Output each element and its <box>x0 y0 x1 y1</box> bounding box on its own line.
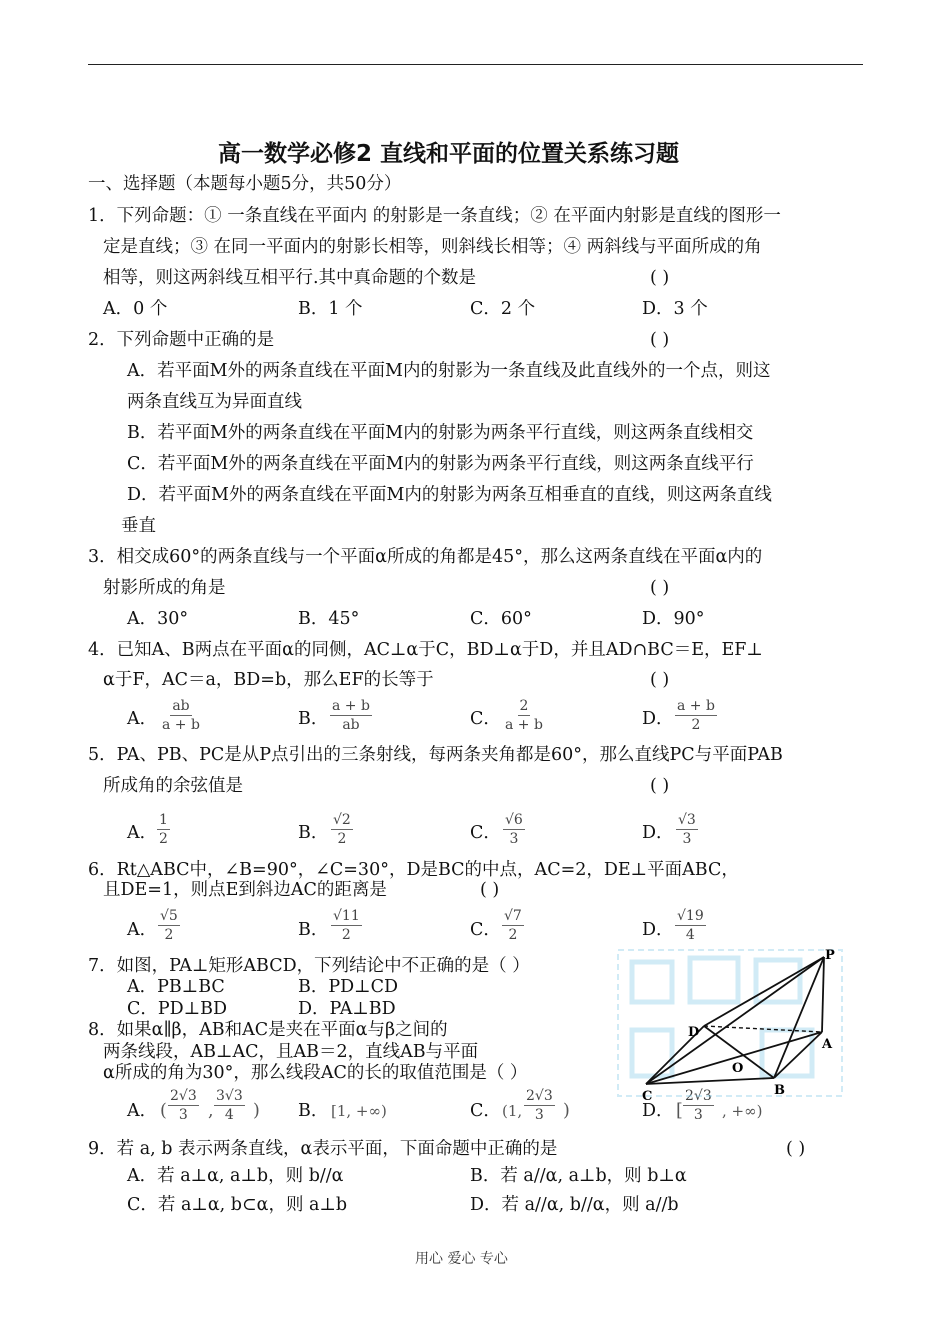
q9-answer-paren: ( ) <box>786 1139 806 1159</box>
q6-option-b-label: B． <box>298 920 329 940</box>
q8-option-b-interval: [1, +∞) <box>331 1102 387 1120</box>
q6-option-a-label: A． <box>127 920 158 940</box>
q1-option-b: B．1 个 <box>298 299 363 319</box>
q7-option-a: A．PB⊥BC <box>127 977 225 997</box>
q7-line1: 7．如图，PA⊥矩形ABCD，下列结论中不正确的是（ ） <box>88 956 530 976</box>
point-a-label: A <box>822 1037 833 1052</box>
q8-option-a-comma: , <box>208 1101 214 1121</box>
q4-option-c-fraction: $\frac{2}{a + b}$ <box>505 698 543 733</box>
q6-line2: 且DE=1，则点E到斜边AC的距离是 <box>103 880 387 900</box>
q6-option-d-label: D． <box>642 920 674 940</box>
q1-line2: 定是直线；③ 在同一平面内的射影长相等，则斜线长相等；④ 两斜线与平面所成的角 <box>103 237 762 257</box>
q3-option-b: B．45° <box>298 609 360 629</box>
q3-line1: 3．相交成60°的两条直线与一个平面α所成的角都是45°，那么这两条直线在平面α内的 <box>88 547 763 567</box>
q8-option-d-fraction: $\frac{2√3}{3}$ <box>685 1088 712 1123</box>
q5-option-b-label: B． <box>298 823 329 843</box>
q6-option-d-fraction: $\frac{√19}{4}$ <box>677 908 704 943</box>
q6-line1: 6．Rt△ABC中，∠B=90°，∠C=30°，D是BC的中点，AC=2，DE⊥平面ABC， <box>88 860 739 880</box>
q5-option-a-label: A． <box>127 823 158 843</box>
q8-option-d-label: D． <box>642 1101 674 1121</box>
q7-option-d: D．PA⊥BD <box>298 999 396 1019</box>
q4-option-c-label: C． <box>470 709 501 729</box>
point-c-label: C <box>642 1089 653 1104</box>
q8-option-d-open: [ <box>676 1101 683 1121</box>
q8-option-c-close: ) <box>563 1101 570 1121</box>
q9-line1: 9．若 a, b 表示两条直线，α表示平面，下面命题中正确的是 <box>88 1139 558 1159</box>
q1-line1: 1．下列命题：① 一条直线在平面内 的射影是一条直线；② 在平面内射影是直线的图形一 <box>88 206 781 226</box>
q9-option-a: A．若 a⊥α, a⊥b，则 b//α <box>127 1166 344 1186</box>
q5-line1: 5．PA、PB、PC是从P点引出的三条射线，每两条夹角都是60°，那么直线PC与平面PAB <box>88 745 783 765</box>
q8-option-d-close: , +∞) <box>722 1102 763 1120</box>
q3-option-d: D．90° <box>642 609 705 629</box>
q4-answer-paren: ( ) <box>650 670 670 690</box>
q2-option-d-line2: 垂直 <box>121 516 156 536</box>
q4-option-b-label: B． <box>298 709 329 729</box>
q8-option-c-fraction: $\frac{2√3}{3}$ <box>526 1088 553 1123</box>
q8-option-a-fraction-1: $\frac{2√3}{3}$ <box>170 1088 197 1123</box>
q6-answer-paren: ( ) <box>480 880 500 900</box>
q5-option-c-label: C． <box>470 823 501 843</box>
q5-option-b-fraction: $\frac{√2}{2}$ <box>333 812 351 847</box>
point-o-label: O <box>732 1061 744 1076</box>
page-title: 高一数学必修2 直线和平面的位置关系练习题 <box>218 141 680 167</box>
q9-option-b: B．若 a//α, a⊥b，则 b⊥α <box>470 1166 687 1186</box>
section-heading: 一、选择题（本题每小题5分，共50分） <box>88 174 402 194</box>
q9-option-d: D．若 a//α, b//α，则 a//b <box>470 1195 679 1215</box>
q8-line3: α所成的角为30°，那么线段AC的长的取值范围是（ ） <box>103 1063 528 1083</box>
point-d-label: D <box>688 1025 700 1040</box>
q2-line1: 2．下列命题中正确的是 <box>88 330 275 350</box>
q8-option-a-close: ) <box>253 1101 260 1121</box>
point-p-label: P <box>825 948 835 963</box>
q6-option-c-fraction: $\frac{√7}{2}$ <box>504 908 522 943</box>
q8-option-b-label: B． <box>298 1101 329 1121</box>
pyramid-figure <box>612 944 848 1104</box>
q4-line1: 4．已知A、B两点在平面α的同侧，AC⊥α于C，BD⊥α于D，并且AD∩BC＝E，EF⊥ <box>88 640 763 660</box>
q5-option-d-label: D． <box>642 823 674 843</box>
q8-line1: 8．如果α∥β，AB和AC是夹在平面α与β之间的 <box>88 1020 448 1040</box>
q2-answer-paren: ( ) <box>650 330 670 350</box>
q3-option-c: C．60° <box>470 609 532 629</box>
point-b-label: B <box>774 1083 785 1098</box>
q9-option-c: C．若 a⊥α, b⊂α，则 a⊥b <box>127 1195 348 1215</box>
q5-option-d-fraction: $\frac{√3}{3}$ <box>678 812 696 847</box>
q6-option-c-label: C． <box>470 920 501 940</box>
q5-line2: 所成角的余弦值是 <box>103 776 243 796</box>
page-footer: 用心 爱心 专心 <box>415 1251 508 1267</box>
q5-option-a-fraction: $\frac{1}{2}$ <box>159 812 168 847</box>
q2-option-a-line1: A．若平面M外的两条直线在平面M内的射影为一条直线及此直线外的一个点，则这 <box>127 361 771 381</box>
q2-option-b: B．若平面M外的两条直线在平面M内的射影为两条平行直线，则这两条直线相交 <box>127 423 754 443</box>
q8-line2: 两条线段，AB⊥AC，且AB＝2，直线AB与平面 <box>103 1042 479 1062</box>
q3-line2: 射影所成的角是 <box>103 578 226 598</box>
q2-option-a-line2: 两条直线互为异面直线 <box>127 392 302 412</box>
q7-option-b: B．PD⊥CD <box>298 977 399 997</box>
q1-line3: 相等，则这两斜线互相平行.其中真命题的个数是 <box>103 268 477 288</box>
q4-option-a-fraction: $\frac{ab}{a + b}$ <box>162 698 200 733</box>
q6-option-a-fraction: $\frac{√5}{2}$ <box>160 908 178 943</box>
q8-option-a-fraction-2: $\frac{3√3}{4}$ <box>216 1088 243 1123</box>
q8-option-a-open: ( <box>160 1101 167 1121</box>
q4-option-b-fraction: $\frac{a + b}{ab}$ <box>332 698 370 733</box>
q4-line2: α于F，AC＝a，BD=b，那么EF的长等于 <box>103 670 434 690</box>
q8-option-c-label: C． <box>470 1101 501 1121</box>
q5-option-c-fraction: $\frac{√6}{3}$ <box>505 812 523 847</box>
q2-option-c: C．若平面M外的两条直线在平面M内的射影为两条平行直线，则这两条直线平行 <box>127 454 754 474</box>
q5-answer-paren: ( ) <box>650 776 670 796</box>
q1-option-a: A．0 个 <box>103 299 168 319</box>
q1-answer-paren: ( ) <box>650 268 670 288</box>
q1-option-c: C．2 个 <box>470 299 536 319</box>
q4-option-a-label: A． <box>127 709 158 729</box>
header-rule <box>88 64 863 65</box>
q1-option-d: D．3 个 <box>642 299 708 319</box>
q4-option-d-fraction: $\frac{a + b}{2}$ <box>677 698 715 733</box>
q8-option-a-label: A． <box>127 1101 158 1121</box>
q2-option-d-line1: D．若平面M外的两条直线在平面M内的射影为两条互相垂直的直线，则这两条直线 <box>127 485 772 505</box>
q3-answer-paren: ( ) <box>650 578 670 598</box>
q3-option-a: A．30° <box>127 609 189 629</box>
q7-option-c: C．PD⊥BD <box>127 999 228 1019</box>
q4-option-d-label: D． <box>642 709 674 729</box>
q8-option-c-open: (1, <box>502 1102 523 1120</box>
q6-option-b-fraction: $\frac{√11}{2}$ <box>333 908 360 943</box>
